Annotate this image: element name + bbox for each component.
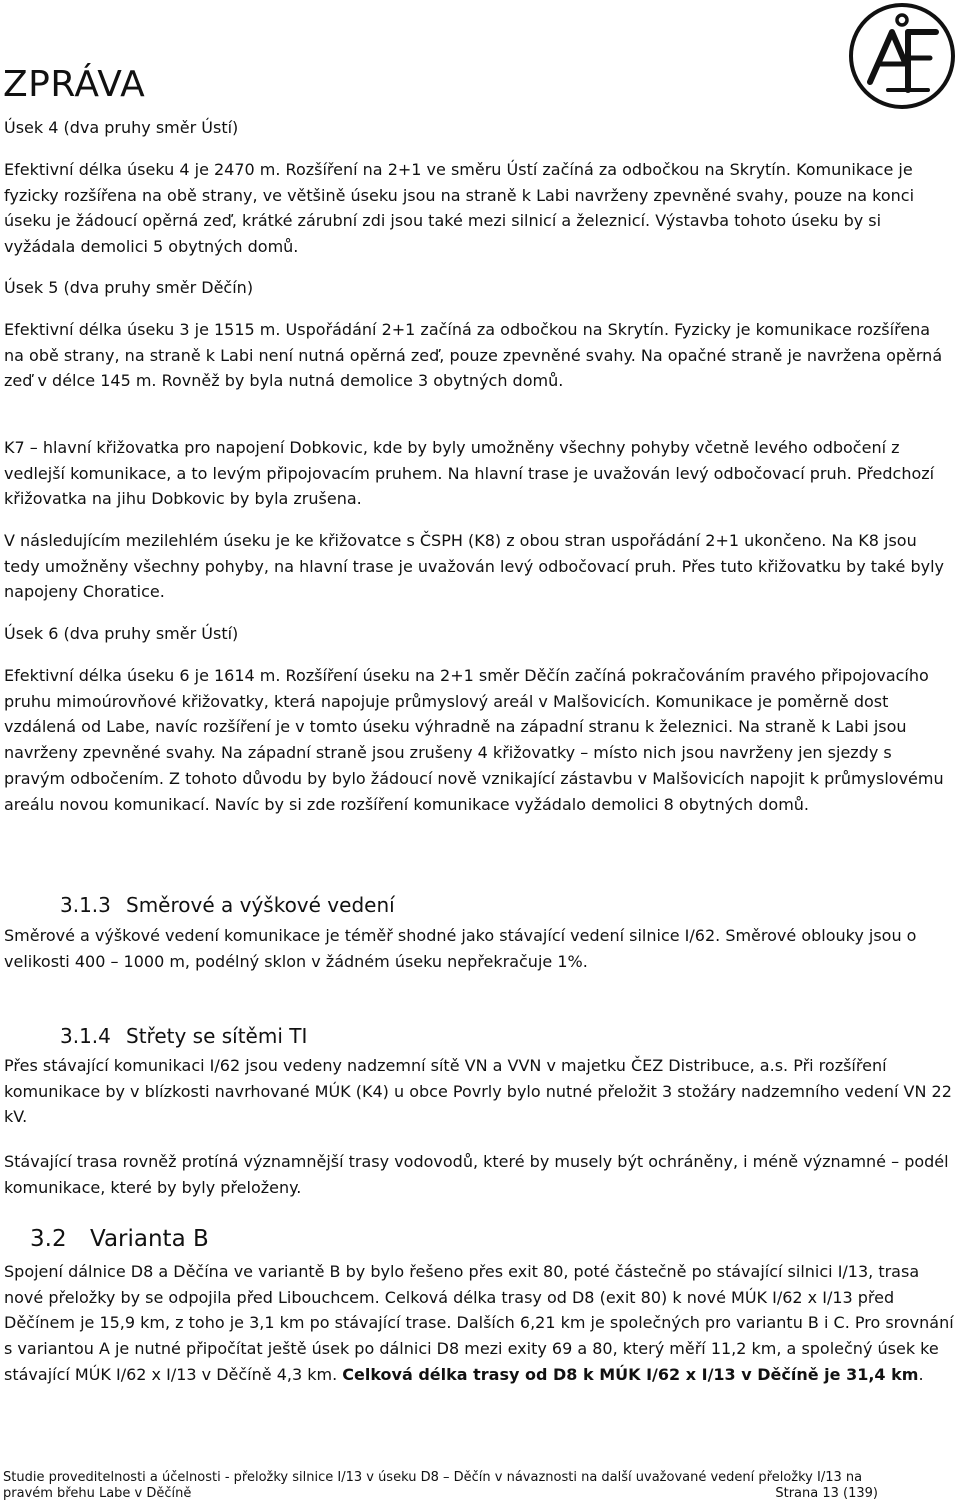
section-heading-usek-5: Úsek 5 (dva pruhy směr Děčín) [4,278,254,297]
section-heading-usek-6: Úsek 6 (dva pruhy směr Ústí) [4,624,239,643]
paragraph-text: Spojení dálnice D8 a Děčína ve variantě B by bylo řešeno přes exit 80, poté částečně po stávající silnici I/13, trasa nové přeložky by se odpojila před Libouchcem. Celková délka trasy od D8 (exit 80) k nové MÚK I/62 x I/13 před Děčínem je 15,9 km, z toho je 3,1 km po stávající trase. Dalších 6,21 km je společných pro variantu B i C. Pro srovnání s variantou A je nutné připočítat ještě úsek po dálnici D8 mezi exity 69 a 80, který měří 11,2 km, a společný úsek ke stávající MÚK I/62 x I/13 v Děčíně 4,3 km. [4,1262,954,1384]
paragraph-bold-summary: Celková délka trasy od D8 k MÚK I/62 x I/13 v Děčíně je 31,4 km [342,1364,919,1384]
paragraph-smerove-vedeni: Směrové a výškové vedení komunikace je téměř shodné jako stávající vedení silnice I/62. Směrové oblouky jsou o velikosti 400 – 1000 m, podélný sklon v žádném úseku nepřekračuje 1%. [4,926,917,971]
paragraph-usek-4: Efektivní délka úseku 4 je 2470 m. Rozšíření na 2+1 ve směru Ústí začíná za odbočkou na Skrytín. Komunikace je fyzicky rozšířena na obě strany, ve většině úseku jsou na straně k Labi navrženy zpevněné svahy, pouze na konci úseku je žádoucí opěrná zeď, krátké zárubní zdi jsou také mezi silnicí a železnicí. Výstavba tohoto úseku by si vyžádala demolici 5 obytných domů. [4,160,915,257]
heading-text: Směrové a výškové vedení [126,893,395,917]
paragraph-usek-5: Efektivní délka úseku 3 je 1515 m. Uspořádání 2+1 začíná za odbočkou na Skrytín. Fyzicky je komunikace rozšířena na obě strany, na straně k Labi není nutná opěrná zeď, pouze zpevněné svahy. Na opačné straně je navržena opěrná zeď v délce 145 m. Rovněž by byla nutná demolice 3 obytných domů. [4,320,943,391]
section-heading-usek-4: Úsek 4 (dva pruhy směr Ústí) [4,118,239,137]
paragraph-end: . [918,1364,924,1384]
page-number: Strana 13 (139) [775,1486,878,1501]
heading-text: Střety se sítěmi TI [126,1024,308,1048]
paragraph-usek-6: Efektivní délka úseku 6 je 1614 m. Rozšíření úseku na 2+1 směr Děčín začíná pokračováním pravého připojovacího pruhu mimoúrovňové křižovatky, která napojuje průmyslový areál v Malšovicích. Komunikace je poměrně dost vzdálená od Labe, navíc rozšíření je v tomto úseku výhradně na západní stranu k železnici. Na straně k Labi jsou navrženy zpevněné svahy. Na západní straně jsou zrušeny 4 křižovatky – místo nich jsou navrženy jen sjezdy s pravým odbočením. Z tohoto důvodu by bylo žádoucí nově vznikající zástavbu v Malšovicích napojit k průmyslovému areálu novou komunikací. Navíc by si zde rozšíření komunikace vyžádalo demolici 8 obytných domů. [4,666,944,814]
footer-line-2: pravém břehu Labe v Děčíně [3,1486,192,1501]
heading-text: Varianta B [90,1226,209,1252]
paragraph-strety-site-2: Stávající trasa rovněž protíná významnější trasy vodovodů, které by musely být ochráněny, i méně významné – podél komunikace, které by byly přeloženy. [4,1152,949,1197]
footer-line-1: Studie proveditelnosti a účelnosti - přeložky silnice I/13 v úseku D8 – Děčín v návaznosti na další uvažované vedení přeložky I/13 na [3,1470,863,1485]
heading-3-1-4 [60,1024,307,1048]
paragraph-strety-site-1: Přes stávající komunikaci I/62 jsou vedeny nadzemní sítě VN a VVN v majetku ČEZ Distribuce, a.s. Při rozšíření komunikace by v blízkosti navrhované MÚK (K4) u obce Povrly bylo nutné přeložit 3 stožáry nadzemního vedení VN 22 kV. [4,1056,952,1127]
heading-number: 3.1.3 [60,893,111,917]
paragraph-k7: K7 – hlavní křižovatka pro napojení Dobkovic, kde by byly umožněny všechny pohyby včetně levého odbočení z vedlejší komunikace, a to levým připojovacím pruhem. Na hlavní trase je uvažován levý odbočovací pruh. Předchozí křižovatka na jihu Dobkovic by byla zrušena. [4,438,935,509]
page-title: ZPRÁVA [3,64,146,105]
paragraph-mezilehly-usek: V následujícím mezilehlém úseku je ke křižovatce s ČSPH (K8) z obou stran uspořádání 2+1 ukončeno. Na K8 jsou tedy umožněny všechny pohyby, na hlavní trase je uvažován levý odbočovací pruh. Přes tuto křižovatku by také byly napojeny Choratice. [4,531,944,602]
heading-number: 3.1.4 [60,1024,111,1048]
heading-number: 3.2 [30,1226,67,1252]
heading-3-2 [30,1226,209,1252]
company-logo-icon [848,2,956,110]
heading-3-1-3 [60,893,395,917]
paragraph-varianta-b [4,1259,954,1388]
page-footer [3,1470,953,1502]
